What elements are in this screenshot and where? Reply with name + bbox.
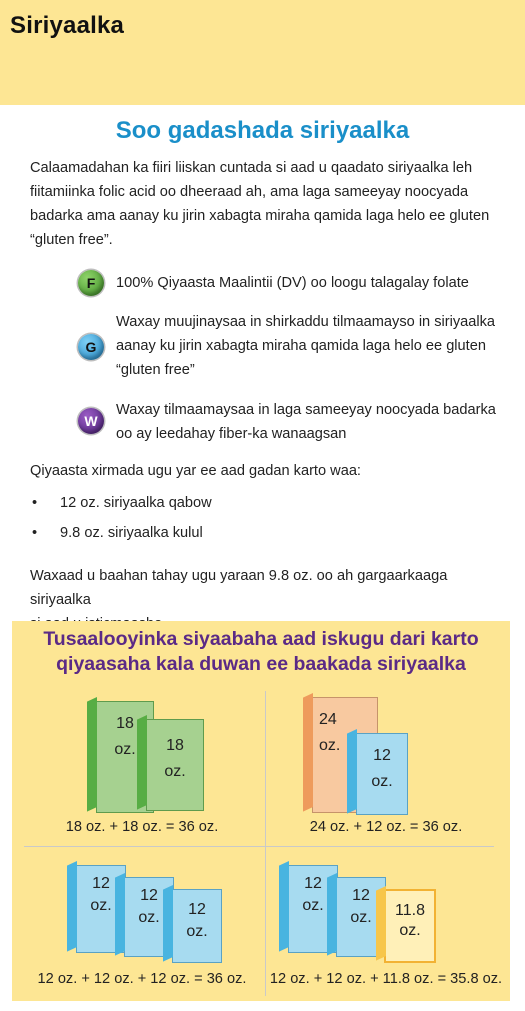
box-size: 12 [92, 875, 110, 892]
equation: 12 oz. + 12 oz. + 12 oz. = 36 oz. [37, 971, 247, 987]
folate-badge-icon: F [78, 270, 104, 296]
intro-line: fiitamiinka folic acid oo dheeraad ah, ama laga sameeyay noocyada [30, 184, 469, 200]
section-subtitle: Soo gadashada siriyaalka [115, 117, 410, 144]
box-unit: oz. [186, 923, 208, 940]
box-size: 24 [319, 711, 337, 728]
box-side [303, 693, 313, 812]
examples-title-line: qiyaasaha kala duwan ee baakada siriyaalka [56, 653, 466, 675]
box-size: 11.8 [395, 902, 425, 919]
box-unit: oz. [138, 909, 160, 926]
feature-text: aanay ku jirin xabagta miraha qamida laga helo ee gluten [116, 338, 486, 354]
cereal-box-18oz [146, 719, 204, 811]
box-side [327, 873, 337, 956]
bullet-dot: • [32, 495, 38, 511]
examples-title [12, 627, 510, 677]
box-size: 12 [373, 747, 391, 764]
closing-line: Waxaad u baahan tahay ugu yaraan 9.8 oz. oo ah gargaarkaaga siriyaalka [30, 568, 448, 608]
bullet-dot: • [32, 525, 38, 541]
cereal-box-12oz [172, 889, 222, 963]
box-size: 12 [188, 901, 206, 918]
examples-panel [12, 621, 510, 1001]
box-size: 12 [140, 887, 158, 904]
divider-vertical [265, 691, 266, 996]
box-size: 18 [116, 715, 134, 732]
divider-horizontal [24, 846, 494, 847]
box-side [87, 697, 97, 812]
feature-text: Waxay tilmaamaysaa in laga sameeyay noocyada badarka [116, 402, 496, 418]
box-side [115, 873, 125, 956]
gluten-free-badge-icon: G [78, 334, 104, 360]
box-unit: oz. [164, 763, 186, 780]
header-banner [0, 0, 525, 105]
intro-line: Calaamadahan ka fiiri liiskan cuntada si aad u qaadato siriyaalka leh [30, 160, 473, 176]
feature-text: Waxay muujinaysaa in shirkaddu tilmaamayso in siriyaalka [116, 314, 496, 330]
feature-text: oo ay leedahay fiber-ka wanaagsan [116, 426, 347, 442]
list-item: 9.8 oz. siriyaalka kulul [60, 525, 203, 541]
equation: 12 oz. + 12 oz. + 11.8 oz. = 35.8 oz. [269, 971, 503, 987]
list-item: 12 oz. siriyaalka qabow [60, 495, 212, 511]
box-unit: oz. [399, 922, 421, 939]
intro-line: “gluten free”. [30, 232, 113, 248]
examples-title-line: Tusaalooyinka siyaabaha aad iskugu dari karto [43, 628, 479, 650]
box-size: 18 [166, 737, 184, 754]
equation: 24 oz. + 12 oz. = 36 oz. [309, 819, 463, 835]
box-side [137, 715, 147, 810]
cereal-box-12oz [356, 733, 408, 815]
box-side [67, 861, 77, 952]
intro-paragraph [30, 156, 500, 252]
intro-line: badarka ama aanay ku jirin xabagta miraha qamida laga helo ee gluten [30, 208, 490, 224]
box-size: 12 [352, 887, 370, 904]
box-unit: oz. [302, 897, 324, 914]
cereal-box-11-8oz [384, 889, 436, 963]
whole-grain-badge-icon: W [78, 408, 104, 434]
box-unit: oz. [114, 741, 136, 758]
box-size: 12 [304, 875, 322, 892]
equation: 18 oz. + 18 oz. = 36 oz. [65, 819, 219, 835]
box-side [279, 861, 289, 952]
box-unit: oz. [319, 737, 341, 754]
box-side [376, 886, 386, 961]
feature-text: 100% Qiyaasta Maalintii (DV) oo loogu talagalay folate [116, 275, 469, 291]
size-intro: Qiyaasta xirmada ugu yar ee aad gadan karto waa: [30, 463, 361, 479]
box-side [163, 885, 173, 962]
box-unit: oz. [90, 897, 112, 914]
page-title: Siriyaalka [10, 12, 125, 39]
box-side [347, 729, 357, 814]
box-unit: oz. [350, 909, 372, 926]
feature-text: “gluten free” [116, 362, 195, 378]
box-unit: oz. [371, 773, 393, 790]
